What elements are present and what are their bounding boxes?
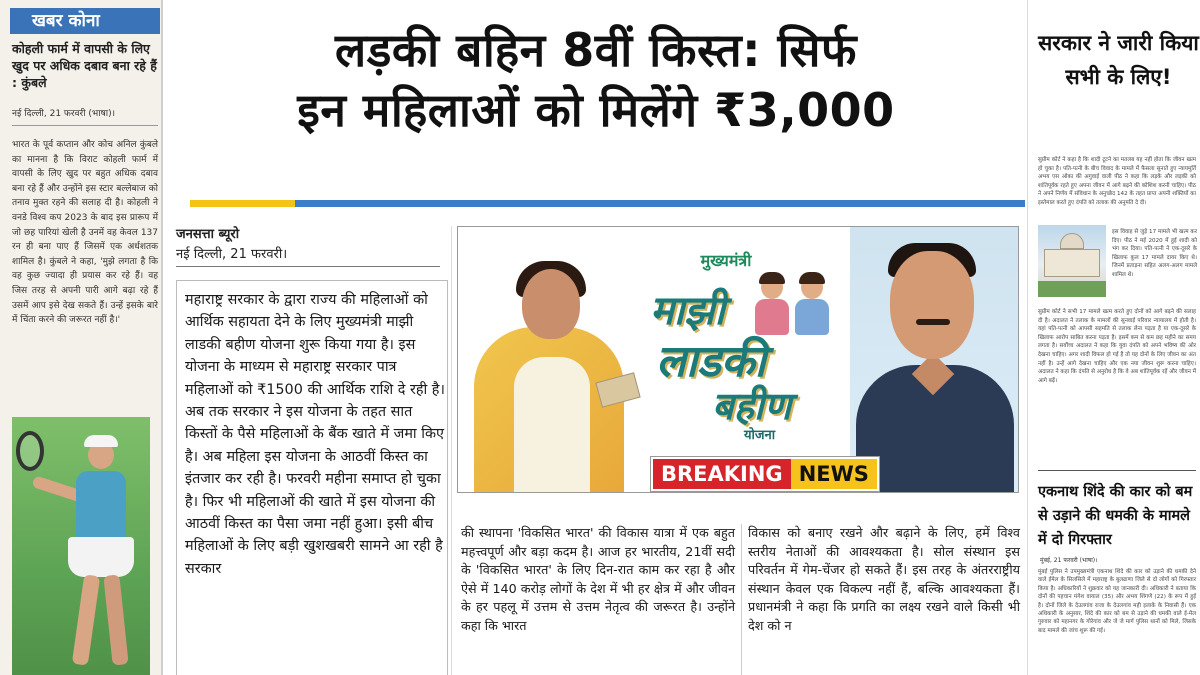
supreme-court-building-photo <box>1038 225 1106 297</box>
byline-org: जनसत्ता ब्यूरो <box>176 227 240 242</box>
right-news-column <box>1027 0 1200 675</box>
leg-shape <box>103 574 128 665</box>
cap-shape <box>84 435 118 447</box>
tennis-player-photo <box>12 417 150 675</box>
face-shape <box>522 269 580 339</box>
bottom-article-col-1: की स्थापना 'विकसित भारत' की विकास यात्रा में एक बहुत महत्त्वपूर्ण और बड़ा कदम है। आज हर भारतीय, 21वीं सदी के 'विकसित भारत' के लिए दिन-रात काम कर रहा है और ऐसे में 140 करोड़ लोगों के देश में भी हर क्षेत्र में और जीवन के हर पहलू में उत्तम से उत्तम नेतृत्व की जरूरत है। उन्होंने कहा कि भारत <box>461 525 735 633</box>
skirt-shape <box>68 537 134 577</box>
scheme-prefix: मुख्यमंत्री <box>700 251 752 270</box>
shinde-headline: एकनाथ शिंदे की कार को बम से उड़ाने की धमकी के मामले में दो गिरफ्तार <box>1038 484 1193 548</box>
bottom-column-separator <box>741 524 742 675</box>
lawn-shape <box>1038 281 1106 297</box>
court-article-text-1: सुप्रीम कोर्ट ने कहा है कि शादी टूटने का मतलब यह नहीं होता कि जीवन खत्म हो चुका है। पति-पत्नी के बीच विवाद के मामले में फैसला सुनाते हुए न्यायमूर्ति अभय एस ओका की अगुवाई वाली पीठ ने कहा कि लड़के और लड़की को शांतिपूर्वक रहते हुए अपना जीवन में आगे बढ़ने की कोशिश करनी चाहिए। पीठ ने अपने निर्णय में संविधान के अनुच्छेद 142 के तहत प्राप्त अपनी शक्तियों का इस्तेमाल करते हुए दंपति को तलाक की अनुमति दे दी। <box>1038 157 1196 206</box>
khabar-kona-header: खबर कोना <box>10 8 160 34</box>
kohli-headline: कोहली फार्म में वापसी के लिए खुद पर अधिक दबाव बना रहे हैं : कुंबले <box>12 41 157 90</box>
girl-hair <box>759 272 785 284</box>
blouse-shape <box>514 357 590 493</box>
byline-divider <box>176 266 440 267</box>
beneficiary-woman-photo <box>464 247 640 493</box>
breaking-news-banner <box>651 457 879 491</box>
main-headline-line2: इन महिलाओं को मिलेंगे ₹3,000 <box>297 83 895 137</box>
court-article-text-3: सुप्रीम कोर्ट ने सभी 17 मामले खत्म करते हुए दोनों को आगे बढ़ने की सलाह दी है। अदालत ने तलाक के मामलों की सुनवाई परिवार न्यायालय में होती है। यहां पति-पत्नी को आपसी सहमति से तलाक लेना पड़ता है या एक-दूसरे के खिलाफ आरोप साबित करना पड़ता है। इसमें कम से कम छह महीने का समय लगता है। सर्वोच्च अदालत ने कहा कि युवा दंपति को अपने भविष्य की ओर देखना चाहिए। अगर शादी विफल हो गई है तो यह दोनों के लिए जीवन का अंत नहीं है। उन्हें आगे देखना चाहिए और एक नया जीवन शुरू करना चाहिए। अदालत ने कहा कि दंपति से अनुरोध है कि वे अब शांतिपूर्वक रहें और जीवन में आगे बढ़ें। <box>1038 309 1196 384</box>
torso-shape <box>76 471 126 541</box>
bottom-article-col-2: विकास को बनाए रखने और बढ़ाने के लिए, हमें विश्व स्तरीय नेताओं की आवश्यकता है। सोल संस्थान इस परिवर्तन में गेम-चेंजर हो सकते हैं। इस तरह के अंतरराष्ट्रीय संस्थान केवल एक विकल्प नहीं हैं, बल्कि आवश्यकता हैं। प्रधानमंत्री ने कहा कि प्रगति का लक्ष्य रखने वाले किसी भी देश को न <box>748 525 1020 633</box>
girl-hair <box>799 272 825 284</box>
dome-shape <box>1060 233 1084 249</box>
kohli-dateline: नई दिल्ली, 21 फरवरी (भाषा)। <box>12 106 158 126</box>
shinde-article-text: मुंबई पुलिस ने उपमुख्यमंत्री एकनाथ शिंदे की कार को उड़ाने की धमकी देने वाले ईमेल के सिलसिले में महाराष्ट्र के बुलढाणा जिले से दो लोगों को गिरफ्तार किया है। अधिकारियों ने शुक्रवार को यह जानकारी दी। अधिकारी ने बताया कि दोनों की पहचान मंगेश वायाल (35) और अभय शिंगणे (22) के रूप में हुई है। दोनों जिले के देउलगांव राजा के देउलगांव मही इलाके के निवासी हैं। एक अधिकारी के अनुसार, शिंदे की कार को बम से उड़ाने की धमकी वाले ई-मेल गुरुवार को महानगर के गोरेगांव और जे जे मार्ग पुलिस थानों को मिले, जिसके बाद मामले की जांच शुरू की गई। <box>1038 569 1196 634</box>
left-news-column <box>0 0 163 675</box>
main-article-box <box>176 280 448 675</box>
face-shape <box>890 251 974 359</box>
news-label: NEWS <box>791 459 877 489</box>
girl-illustration-icon <box>795 275 829 335</box>
column-divider <box>451 226 452 675</box>
scheme-word-ladki: लाडकी <box>656 336 766 387</box>
main-headline <box>176 20 1016 140</box>
scheme-word-bahin: बहीण <box>712 384 792 428</box>
main-headline-line1: लड़की बहिन 8वीं किस्त: सिर्फ <box>335 23 857 77</box>
girl-body <box>795 299 829 335</box>
byline-date: नई दिल्ली, 21 फरवरी। <box>176 247 288 262</box>
scheme-suffix: योजना <box>744 428 776 443</box>
right-column-divider <box>1038 470 1196 471</box>
rule-blue-segment <box>295 200 1025 207</box>
mustache-shape <box>916 319 950 325</box>
shinde-dateline: मुंबई, 21 फरवरी (भाषा)। <box>1040 557 1098 564</box>
racket-shape <box>16 431 44 471</box>
sarkar-headline: सरकार ने जारी किया सभी के लिए! <box>1038 31 1199 89</box>
kohli-article-body: भारत के पूर्व कप्तान और कोच अनिल कुंबले का मानना है कि विराट कोहली फार्म में वापसी के लिए खुद पर बहुत अधिक दबाव बना रहे हैं और उन्होंने इस स्टार बल्लेबाज को तनाव मुक्त रहने की सलाह दी है। कोहली ने वनडे विश्व कप 2023 के बाद इस प्रारूप में जो छह पारियां खेली है उनमें वह केवल 137 रन ही बना पाए हैं जिसमें एक अर्धशतक शामिल है। कुंबले ने कहा, 'मुझे लगता है कि वह कुछ ज्यादा ही प्रयास कर रहे हैं। वह जिस तरह से अपनी पारी आगे बढ़ा रहे हैं उसमें आप इसे देख सकते हैं। उन्हें इसके बारे में चिंता करने की जरूरत नहीं है।' <box>12 140 158 326</box>
feature-image <box>457 226 1019 493</box>
main-article-text: महाराष्ट्र सरकार के द्वारा राज्य की महिलाओं को आर्थिक सहायता देने के लिए मुख्यमंत्री माझी लाडकी बहीण योजना शुरू किया गया है। इस योजना के माध्यम से महाराष्ट्र सरकार पात्र महिलाओं को ₹1500 की आर्थिक राशि दे रही है। अब तक सरकार ने इस योजना के तहत सात किस्तों के पैसे महिलाओं के बैंक खाते में जमा किए है। अब महिला इस योजना के आठवीं किस्त का इंतजार कर रही है। फरवरी महीना समाप्त हो चुका है। फिर भी महिलाओं की खाते में इस योजना की आठवीं किस्त का पैसा जमा नहीं हुआ। इसी बीच महिलाओं के लिए बड़ी खुशखबरी सामने आ रही है सरकार <box>185 292 445 577</box>
breaking-label: BREAKING <box>653 459 791 489</box>
chief-minister-photo <box>850 227 1019 493</box>
girl-illustration-icon <box>755 275 789 335</box>
building-shape <box>1044 249 1100 277</box>
rule-yellow-segment <box>190 200 295 207</box>
headline-rule <box>190 200 1025 207</box>
leg-shape <box>72 574 100 665</box>
scheme-word-majhi: माझी <box>650 288 725 334</box>
court-article-text-2: इस विवाह से जुड़े 17 मामले भी खत्म कर दिए। पीठ ने मई 2020 में हुई शादी को भंग कर दिया। पति-पत्नी ने एक-दूसरे के खिलाफ कुल 17 मामले दायर किए थे। जिनमें प्रताड़ना सहित अलग-अलग मामले शामिल थे। <box>1112 229 1197 278</box>
